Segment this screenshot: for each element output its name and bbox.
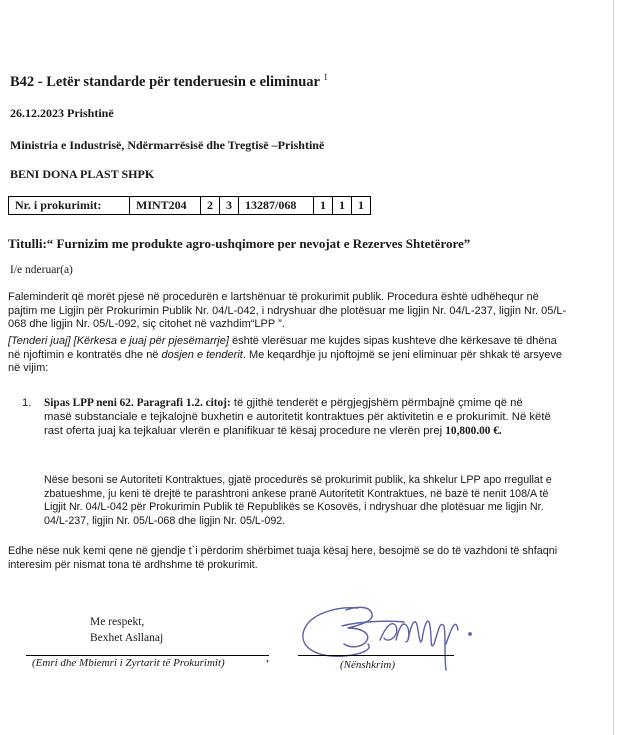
procurement-number-table (8, 196, 371, 215)
procurement-label: Nr. i prokurimit: (9, 197, 130, 215)
page-edge (613, 0, 614, 735)
salutation: I/e nderuar(a) (10, 264, 73, 276)
complaint-paragraph: Nëse besoni se Autoriteti Kontraktues, gjatë procedurës së prokurimit publik, ka shkelur LPP apo rregullat e zbatueshme, ju keni të drejtë te parashtroni ankese pranë Autoritetit Kontraktues, në bazë të nenit 108/A të Ligjit Nr. 04/L-042 për Prokurimin Publik të Republikës se Kosovës, i ndryshuar dhe plotësuar me ligjin Nr. 04/L-237, ligjin Nr. 05/L-068 dhe ligjin Nr. 05/L-092. (44, 474, 552, 527)
comma: , (266, 650, 269, 664)
procurement-cell: 3 (220, 197, 239, 215)
procurement-cell: 13287/068 (239, 197, 314, 215)
list-number: 1. (22, 397, 32, 409)
legal-reference: Sipas LPP neni 62. Paragrafi 1.2. citoj: (44, 397, 231, 409)
procurement-cell: MINT204 (130, 197, 201, 215)
elimination-reason-item: 1. Sipas LPP neni 62. Paragrafi 1.2. citoj: të gjithë tenderët e përgjegjshëm përmbajnë çmime që në masë substanciale e tejkalojnë buxhetin e autoritetit kontraktues për aktivitetin e e prokurimit. Në këtë rast oferta juaj ka tejkaluar vlerën e planifikuar të kësaj procedure ne vlerën prej 10,800.00 €. (22, 397, 551, 438)
regards-block (90, 614, 163, 646)
closing-paragraph: Edhe nëse nuk kemi qene në gjendje t`i përdorim shërbimet tuaja kësaj here, besojmë se do të vazhdoni të shfaqni interesim për nismat tona të ardhshme të prokurimit. (8, 545, 558, 571)
evaluation-paragraph: [Tenderi juaj] [Kërkesa e juaj për pjesëmarrje] është vlerësuar me kujdes sipas kushteve dhe kërkesave të dhëna në njoftimin e kontratës dhe në dosjen e tenderit. Me keqardhje ju njoftojmë se jeni eliminuar për shkak të arsyeve në vijim: (8, 335, 562, 375)
tender-placeholder: [Tenderi juaj] [Kërkesa e juaj për pjesëmarrje] (8, 335, 229, 347)
offer-amount: 10,800.00 €. (445, 425, 502, 438)
procurement-cell: 1 (352, 197, 371, 215)
tender-dossier-ref: dosjen e tenderit (161, 348, 243, 361)
procurement-cell: 2 (201, 197, 220, 215)
intro-paragraph: Faleminderit që morët pjesë në procedurën e lartshënuar të prokurimit publik. Procedura është udhëhequr në pajtim me Ligjin për Prokurimin Publik Nr. 04/L-042, i ndryshuar dhe plotësuar me ligjin Nr. 04/L-237, ligjin Nr. 05/L-068 dhe ligjin Nr. 05/L-092, siç citohet në vazhdim“LPP ”. (8, 291, 567, 331)
signature-caption: (Nënshkrim) (340, 659, 395, 671)
footnote-marker: 1 (323, 72, 328, 82)
ministry-name: Ministria e Industrisë, Ndërmarrësisë dhe Tregtisë –Prishtinë (10, 138, 325, 152)
letter-date: 26.12.2023 Prishtinë (10, 106, 114, 120)
name-underline (26, 655, 269, 656)
handwritten-signature (296, 596, 516, 674)
official-name: Bexhet Asllanaj (90, 632, 164, 644)
letter-title: B42 - Letër standarde për tenderuesin e eliminuar $^1$ (10, 72, 328, 90)
name-caption: (Emri dhe Mbiemri i Zyrtarit të Prokurimit) (32, 657, 225, 669)
subject-line: Titulli:“ Furnizim me produkte agro-ushqimore per nevojat e Rezerves Shtetërore” (8, 236, 471, 251)
signature-underline (298, 655, 454, 656)
company-name: BENI DONA PLAST SHPK (10, 167, 155, 181)
procurement-cell: 1 (333, 197, 352, 215)
regards-text: Me respekt, (90, 616, 145, 628)
procurement-cell: 1 (314, 197, 333, 215)
